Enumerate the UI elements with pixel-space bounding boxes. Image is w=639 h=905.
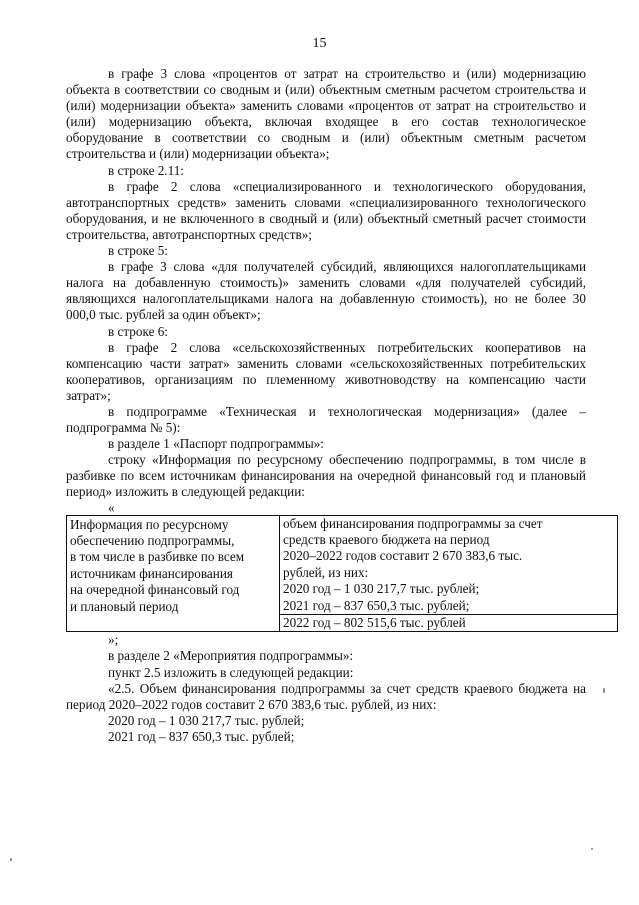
table-cell-label: [67, 515, 280, 632]
paragraph: в строке 6:: [108, 323, 168, 339]
document-body: [66, 66, 586, 745]
cell-line: источникам финансирования: [70, 565, 233, 581]
cell-line: и плановый период: [70, 598, 179, 614]
cell-line: обеспечению подпрограммы,: [70, 532, 235, 548]
table-cell-value: [280, 515, 618, 632]
paragraph: строку «Информация по ресурсному обеспечению подпрограммы, в том числе в разбивке по всем источникам финансирования на очередной финансовый год и плановый период» изложить в следующей редакции:: [66, 452, 586, 500]
paragraph: в подпрограмме «Техническая и технологическая модернизация» (далее – подпрограмма № 5):: [66, 403, 586, 436]
paragraph: в графе 3 слова «процентов от затрат на строительство и (или) модернизацию объекта в соответствии со сводным и (или) объектным сметным расчетом строительства и (или) модернизации объекта» заменить словами «процентов от затрат на строительство и (или) модернизацию объекта, включая входящее в его состав технологическое оборудование в соответствии со сводным и (или) объектным сметным расчетом строительства и (или) модернизации объекта»;: [66, 66, 586, 162]
page-number: 15: [312, 36, 327, 51]
cell-line: в том числе в разбивке по всем: [70, 549, 245, 565]
paragraph: пункт 2.5 изложить в следующей редакции:: [108, 664, 354, 680]
cell-line: 2020–2022 годов составит 2 670 383,6 тыс.: [283, 548, 523, 564]
cell-line: на очередной финансовый год: [70, 582, 240, 598]
paragraph: в строке 5:: [108, 243, 168, 259]
paragraph: 2020 год – 1 030 217,7 тыс. рублей;: [108, 712, 305, 728]
open-quote: «: [108, 499, 115, 515]
cell-line: рублей, из них:: [283, 564, 369, 580]
scan-speck: [591, 848, 593, 850]
paragraph: «2.5. Объем финансирования подпрограммы за счет средств краевого бюджета на период 2020–2022 годов составит 2 670 383,6 тыс. рублей, из них:: [66, 680, 586, 712]
paragraph: в разделе 2 «Мероприятия подпрограммы»:: [108, 648, 354, 664]
paragraph: в графе 2 слова «специализированного и технологического оборудования, автотранспортных средств» заменить словами «специализированного технологического оборудования, и не включенного в сводный и (или) объектный сметный расчет стоимости строительства, автотранспортных средств»;: [66, 178, 586, 242]
paragraph: в графе 2 слова «сельскохозяйственных потребительских кооперативов на компенсацию части затрат» заменить словами «сельскохозяйственных потребительских кооперативов, организациям по племенному животноводству на компенсацию части затрат»;: [66, 339, 586, 403]
close-quote: »;: [108, 632, 119, 648]
paragraph: в графе 3 слова «для получателей субсидий, являющихся налогоплательщиками налога на добавленную стоимость)» заменить словами «для получателей субсидий, являющихся налогоплательщиками налога на добавленную стоимость), но не более 30 000,0 тыс. рублей за один объект»;: [66, 259, 586, 323]
paragraph: в разделе 1 «Паспорт подпрограммы»:: [108, 436, 324, 452]
cell-line: средств краевого бюджета на период: [283, 531, 490, 547]
cell-line: 2020 год – 1 030 217,7 тыс. рублей;: [283, 581, 480, 597]
cell-line: 2022 год – 802 515,6 тыс. рублей: [280, 614, 617, 631]
cell-line: объем финансирования подпрограммы за счет: [283, 515, 543, 531]
paragraph: 2021 год – 837 650,3 тыс. рублей;: [108, 728, 295, 744]
resource-table: [66, 515, 618, 633]
scan-speck: [603, 688, 605, 693]
scan-speck: [10, 858, 12, 861]
table-row: [67, 515, 618, 632]
cell-line: 2021 год – 837 650,3 тыс. рублей;: [283, 597, 470, 613]
paragraph: в строке 2.11:: [108, 162, 184, 178]
cell-line: Информация по ресурсному: [70, 516, 229, 532]
